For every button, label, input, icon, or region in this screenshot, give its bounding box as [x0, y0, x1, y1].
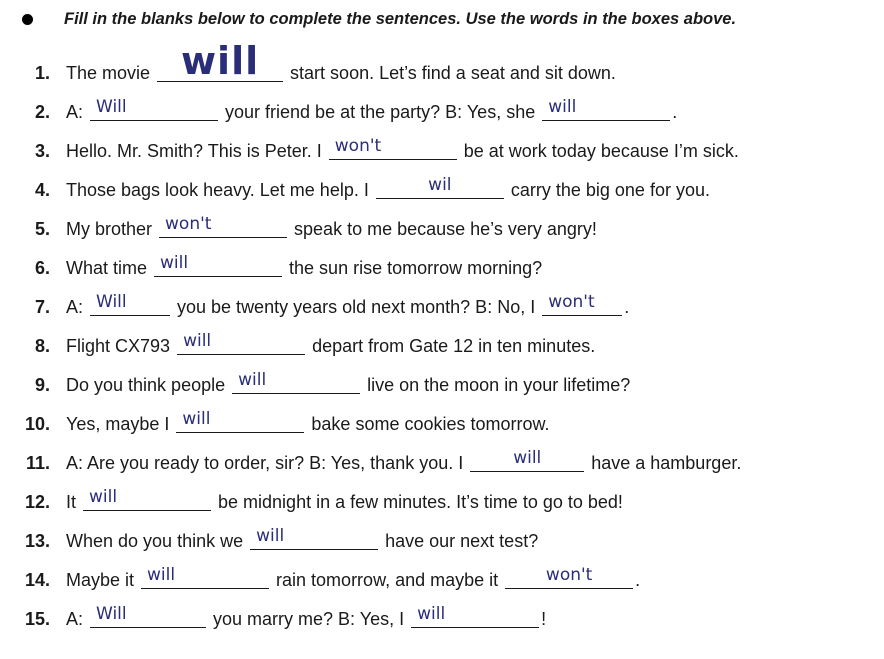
answer-blank[interactable]: Will	[90, 611, 206, 628]
answer-blank[interactable]: will	[83, 494, 211, 511]
answer-blank[interactable]: will	[250, 533, 378, 550]
sentence-5: 5. My brother won't speak to me because he’s very angry!	[34, 214, 597, 239]
answer-blank[interactable]: will	[177, 338, 305, 355]
answer-blank[interactable]: won't	[329, 143, 457, 160]
sentence-14: 14. Maybe it will rain tomorrow, and maybe it won't .	[24, 565, 641, 590]
answer-blank[interactable]: wil	[376, 182, 504, 199]
answer-blank[interactable]: Will	[90, 299, 170, 316]
answer-blank[interactable]: will	[157, 65, 283, 82]
answer-blank[interactable]: will	[470, 455, 584, 472]
answer-blank[interactable]: will	[154, 260, 282, 277]
answer-blank[interactable]: will	[232, 377, 360, 394]
sentence-8: 8. Flight CX793 will depart from Gate 12 in ten minutes.	[34, 331, 596, 356]
instructions	[22, 10, 872, 36]
answer-blank[interactable]: Will	[90, 104, 218, 121]
sentence-11: 11. A: Are you ready to order, sir? B: Yes, thank you. I will have a hamburger.	[25, 448, 742, 473]
sentence-4: 4. Those bags look heavy. Let me help. I wil carry the big one for you.	[34, 175, 710, 200]
answer-blank[interactable]: won't	[505, 572, 633, 589]
answer-blank[interactable]: will	[176, 416, 304, 433]
sentence-6: 6. What time will the sun rise tomorrow morning?	[34, 253, 543, 278]
answer-blank[interactable]: will	[411, 611, 539, 628]
sentence-2: 2. A: Will your friend be at the party? B: Yes, she will .	[34, 97, 678, 122]
answer-blank[interactable]: won't	[542, 299, 622, 316]
sentence-7: 7. A: Will you be twenty years old next month? B: No, I won't .	[34, 292, 630, 317]
bullet-icon	[22, 14, 33, 25]
answer-blank[interactable]: will	[542, 104, 670, 121]
sentence-10: 10. Yes, maybe I will bake some cookies tomorrow.	[24, 409, 550, 434]
sentence-15: 15. A: Will you marry me? B: Yes, I will !	[24, 604, 547, 629]
sentence-1: 1. The movie will start soon. Let’s find a seat and sit down.	[34, 39, 616, 83]
sentence-9: 9. Do you think people will live on the moon in your lifetime?	[34, 370, 631, 395]
sentence-12: 12. It will be midnight in a few minutes. It’s time to go to bed!	[24, 487, 623, 512]
sentence-13: 13. When do you think we will have our next test?	[24, 526, 539, 551]
answer-blank[interactable]: won't	[159, 221, 287, 238]
answer-blank[interactable]: will	[141, 572, 269, 589]
sentence-3: 3. Hello. Mr. Smith? This is Peter. I won't be at work today because I’m sick.	[34, 136, 739, 161]
instruction-text: Fill in the blanks below to complete the sentences. Use the words in the boxes above.	[64, 10, 737, 28]
